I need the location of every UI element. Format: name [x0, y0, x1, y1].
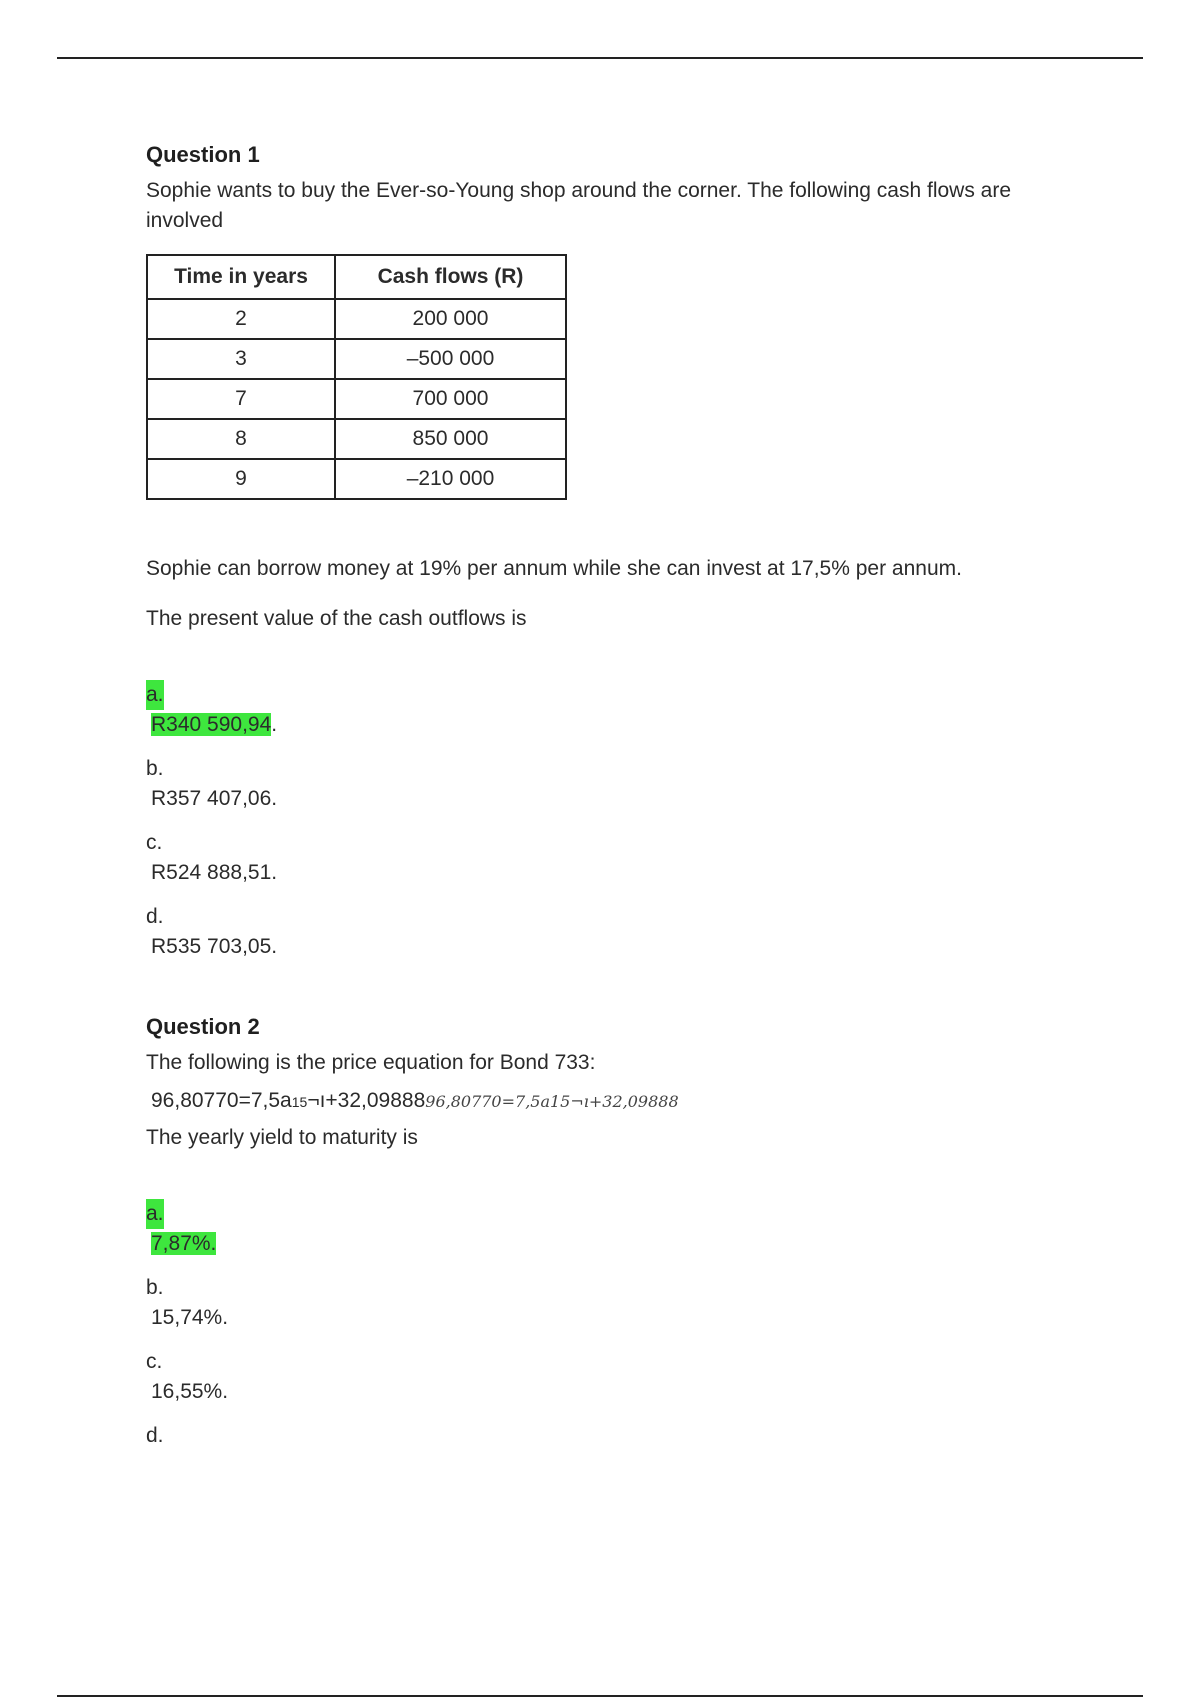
- cell-cash-flow: –210 000: [335, 459, 566, 499]
- option-text: R340 590,94: [151, 713, 272, 736]
- option-d[interactable]: [146, 902, 1066, 962]
- option-letter: b.: [146, 757, 164, 780]
- equation-alt-text: 96,80770=7,5a15¬ı+32,09888: [425, 1092, 679, 1111]
- document-body: [146, 142, 1066, 1465]
- cell-cash-flow: –500 000: [335, 339, 566, 379]
- option-text: 16,55%.: [151, 1380, 229, 1403]
- cell-cash-flow: 850 000: [335, 419, 566, 459]
- option-letter: a.: [146, 680, 164, 710]
- option-letter: a.: [146, 1199, 164, 1229]
- table-row: [147, 299, 566, 339]
- option-letter: d.: [146, 905, 164, 928]
- question-2-prompt: The yearly yield to maturity is: [146, 1126, 418, 1149]
- option-letter: b.: [146, 1276, 164, 1299]
- option-letter: d.: [146, 1424, 164, 1447]
- bottom-rule: [57, 1695, 1143, 1697]
- cash-flow-table: [146, 254, 567, 500]
- cell-cash-flow: 200 000: [335, 299, 566, 339]
- equation-subscript: 15: [291, 1094, 308, 1110]
- cell-time: 7: [147, 379, 335, 419]
- question-1-intro: Sophie wants to buy the Ever-so-Young shop around the corner. The following cash flows are involved: [146, 179, 1012, 232]
- option-a[interactable]: [146, 680, 1066, 740]
- option-a[interactable]: [146, 1199, 1066, 1259]
- option-text: 15,74%.: [151, 1306, 229, 1329]
- question-2: [146, 1014, 1066, 1451]
- question-1-title: Question 1: [146, 142, 260, 167]
- table-row: [147, 459, 566, 499]
- option-suffix: .: [271, 713, 278, 736]
- option-text: 7,87%.: [151, 1232, 217, 1255]
- question-1-prompt: The present value of the cash outflows is: [146, 607, 527, 630]
- option-text: R524 888,51.: [151, 861, 278, 884]
- option-b[interactable]: [146, 1273, 1066, 1333]
- question-2-options: [146, 1199, 1066, 1451]
- table-row: [147, 379, 566, 419]
- question-1: [146, 142, 1066, 962]
- question-1-options: [146, 680, 1066, 962]
- option-text: R535 703,05.: [151, 935, 278, 958]
- top-rule: [57, 57, 1143, 59]
- option-c[interactable]: [146, 1347, 1066, 1407]
- option-letter: c.: [146, 831, 163, 854]
- equation-rhs: ¬ı+32,09888: [307, 1089, 426, 1112]
- option-d[interactable]: [146, 1421, 1066, 1451]
- option-text: R357 407,06.: [151, 787, 278, 810]
- table-row: [147, 339, 566, 379]
- cell-time: 9: [147, 459, 335, 499]
- header-cash-flows: Cash flows (R): [335, 255, 566, 299]
- option-b[interactable]: [146, 754, 1066, 814]
- cell-time: 8: [147, 419, 335, 459]
- option-c[interactable]: [146, 828, 1066, 888]
- price-equation: [151, 1086, 1066, 1117]
- cell-time: 2: [147, 299, 335, 339]
- table-header-row: [147, 255, 566, 299]
- cell-time: 3: [147, 339, 335, 379]
- option-letter: c.: [146, 1350, 163, 1373]
- question-2-intro: The following is the price equation for Bond 733:: [146, 1051, 596, 1074]
- equation-lhs: 96,80770=7,5a: [151, 1089, 292, 1112]
- header-time: Time in years: [147, 255, 335, 299]
- question-2-title: Question 2: [146, 1014, 260, 1039]
- table-row: [147, 419, 566, 459]
- question-1-rates: Sophie can borrow money at 19% per annum while she can invest at 17,5% per annum.: [146, 557, 962, 580]
- cell-cash-flow: 700 000: [335, 379, 566, 419]
